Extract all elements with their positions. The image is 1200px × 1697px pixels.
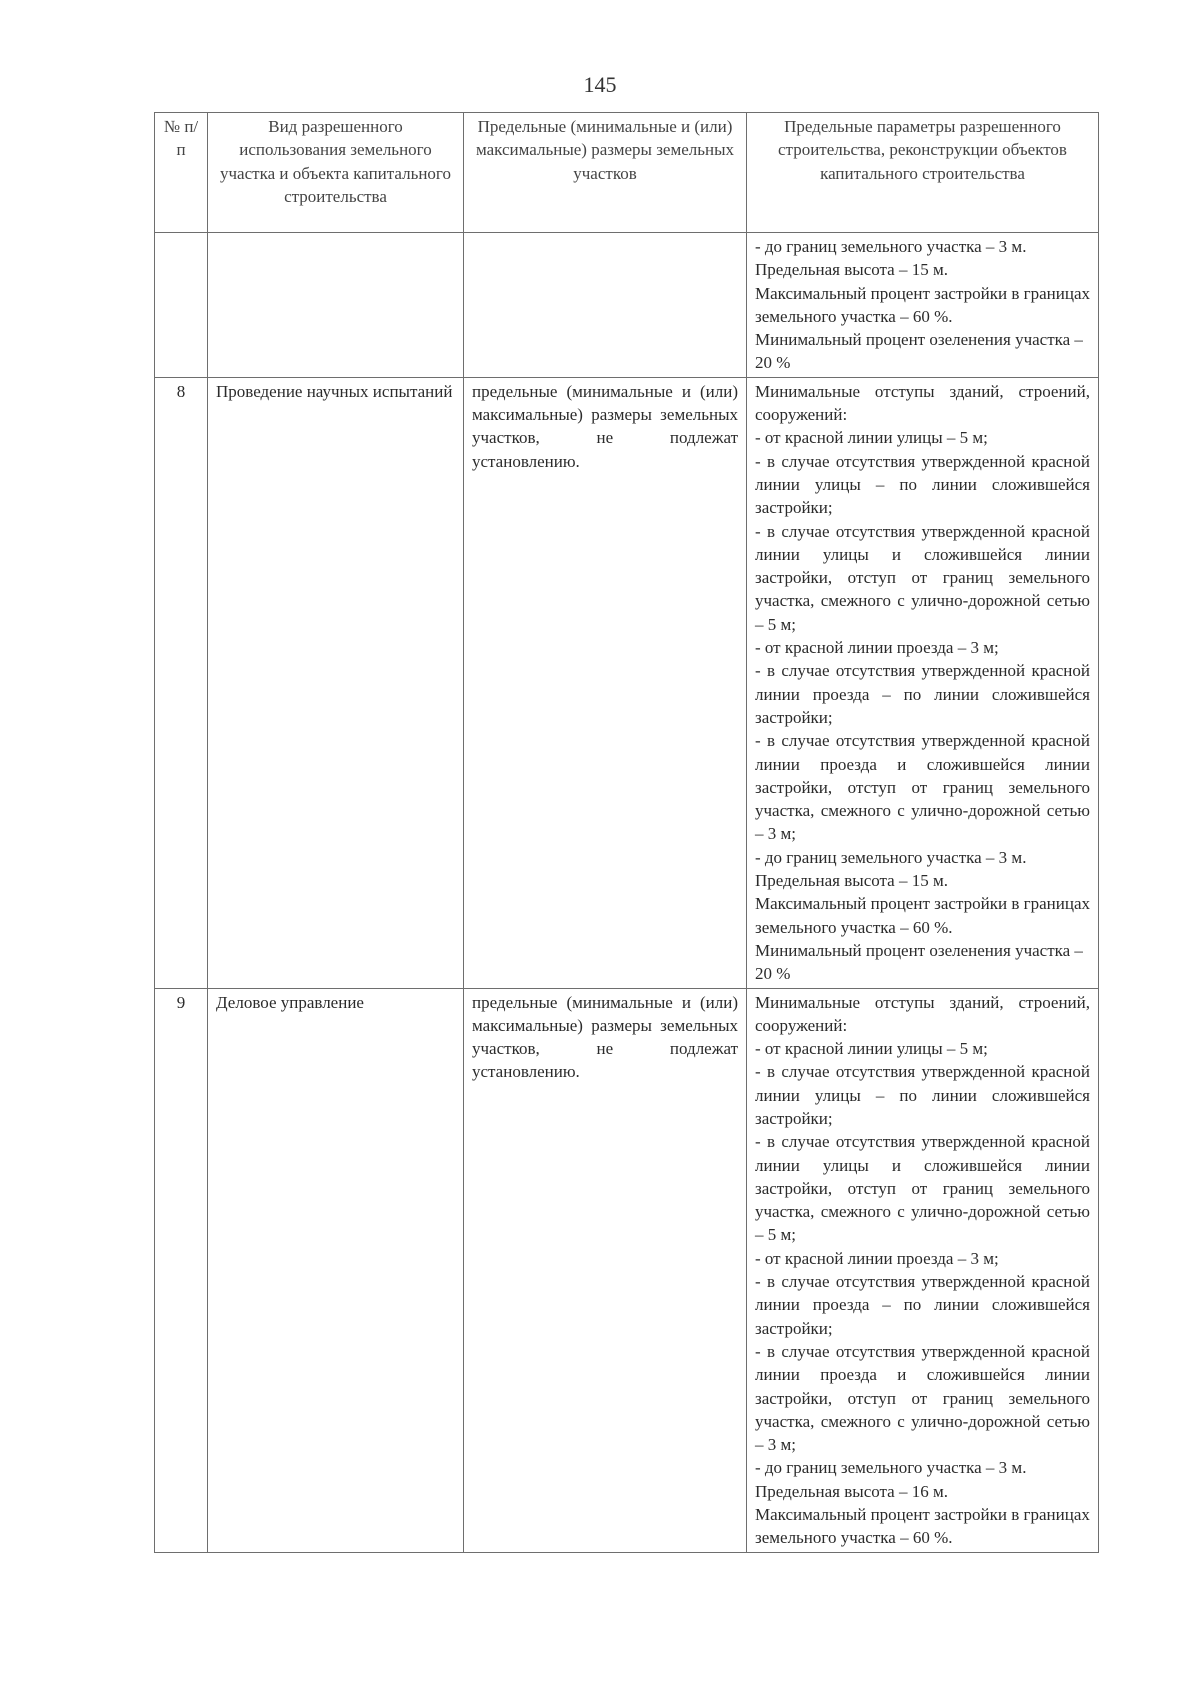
parameter-line: Максимальный процент застройки в границах земельного участка – 60 %. — [755, 894, 1090, 937]
parameter-line: - в случае отсутствия утвержденной красной линии улицы – по линии сложившейся застройки; — [755, 451, 1090, 518]
parameter-line: - от красной линии проезда – 3 м; — [755, 1248, 999, 1268]
row-plot-sizes: предельные (минимальные и (или) максимальные) размеры земельных участков, не подлежат установлению. — [464, 377, 747, 988]
parameter-line: - до границ земельного участка – 3 м. — [755, 847, 1027, 867]
parameter-line: - от красной линии улицы – 5 м; — [755, 1039, 988, 1059]
parameter-line: - от красной линии улицы – 5 м; — [755, 428, 988, 448]
parameter-line: - в случае отсутствия утвержденной красной линии проезда и сложившейся линии застройки, отступ от границ земельного участка, смежного с улично-дорожной сетью – 3 м; — [755, 1341, 1090, 1455]
parameter-line: - в случае отсутствия утвержденной красной линии проезда – по линии сложившейся застройки; — [755, 661, 1090, 727]
row-num: 9 — [155, 988, 208, 1552]
header-parameters: Предельные параметры разрешенного строительства, реконструкции объектов капитального строительства — [747, 113, 1099, 233]
parameter-line: Предельная высота – 15 м. — [755, 871, 948, 891]
row-use-type: Деловое управление — [208, 988, 464, 1552]
parameter-line: - до границ земельного участка – 3 м. — [755, 237, 1027, 256]
row-num: 8 — [155, 377, 208, 988]
header-use-type: Вид разрешенного использования земельного участка и объекта капитального строительства — [208, 113, 464, 233]
table-row — [155, 988, 1099, 1552]
parameter-line: - от красной линии проезда – 3 м; — [755, 638, 999, 658]
table-row — [155, 377, 1099, 988]
parameter-line: Минимальный процент озеленения участка – 20 % — [755, 940, 1083, 984]
parameter-line: Минимальный процент озеленения участка – 20 % — [755, 330, 1083, 373]
parameter-line: - в случае отсутствия утвержденной красной линии проезда и сложившейся линии застройки, отступ от границ земельного участка, смежного с улично-дорожной сетью – 3 м; — [755, 731, 1090, 844]
parameter-line: Максимальный процент застройки в границах земельного участка – 60 %. — [755, 1505, 1090, 1548]
table-row — [155, 233, 1099, 378]
parameter-line: Минимальные отступы зданий, строений, сооружений: — [755, 381, 1090, 425]
row-use-type: Проведение научных испытаний — [208, 377, 464, 988]
row-use-type — [208, 233, 464, 378]
parameter-line: - в случае отсутствия утвержденной красной линии проезда – по линии сложившейся застройки; — [755, 1272, 1090, 1338]
header-num: № п/п — [155, 113, 208, 233]
parameter-line: - в случае отсутствия утвержденной красной линии улицы – по линии сложившейся застройки; — [755, 1062, 1090, 1128]
header-plot-sizes: Предельные (минимальные и (или) максимальные) размеры земельных участков — [464, 113, 747, 233]
row-parameters — [747, 233, 1099, 378]
page-number: 145 — [583, 72, 617, 97]
parameter-line: - в случае отсутствия утвержденной красной линии улицы и сложившейся линии застройки, отступ от границ земельного участка, смежного с улично-дорожной сетью – 5 м; — [755, 521, 1090, 634]
parameter-line: Предельная высота – 15 м. — [755, 260, 948, 280]
row-plot-sizes — [464, 233, 747, 378]
row-parameters — [747, 377, 1099, 988]
parameter-line: Максимальный процент застройки в границах земельного участка – 60 %. — [755, 283, 1090, 326]
parameter-line: Минимальные отступы зданий, строений, сооружений: — [755, 992, 1090, 1035]
row-parameters — [747, 988, 1099, 1552]
table-header-row — [155, 113, 1099, 233]
regulations-table — [154, 112, 1099, 1553]
row-plot-sizes: предельные (минимальные и (или) максимальные) размеры земельных участков, не подлежат установлению. — [464, 988, 747, 1552]
parameter-line: - до границ земельного участка – 3 м. — [755, 1458, 1027, 1478]
parameter-line: Предельная высота – 16 м. — [755, 1481, 948, 1501]
row-num — [155, 233, 208, 378]
parameter-line: - в случае отсутствия утвержденной красной линии улицы и сложившейся линии застройки, отступ от границ земельного участка, смежного с улично-дорожной сетью – 5 м; — [755, 1132, 1090, 1245]
